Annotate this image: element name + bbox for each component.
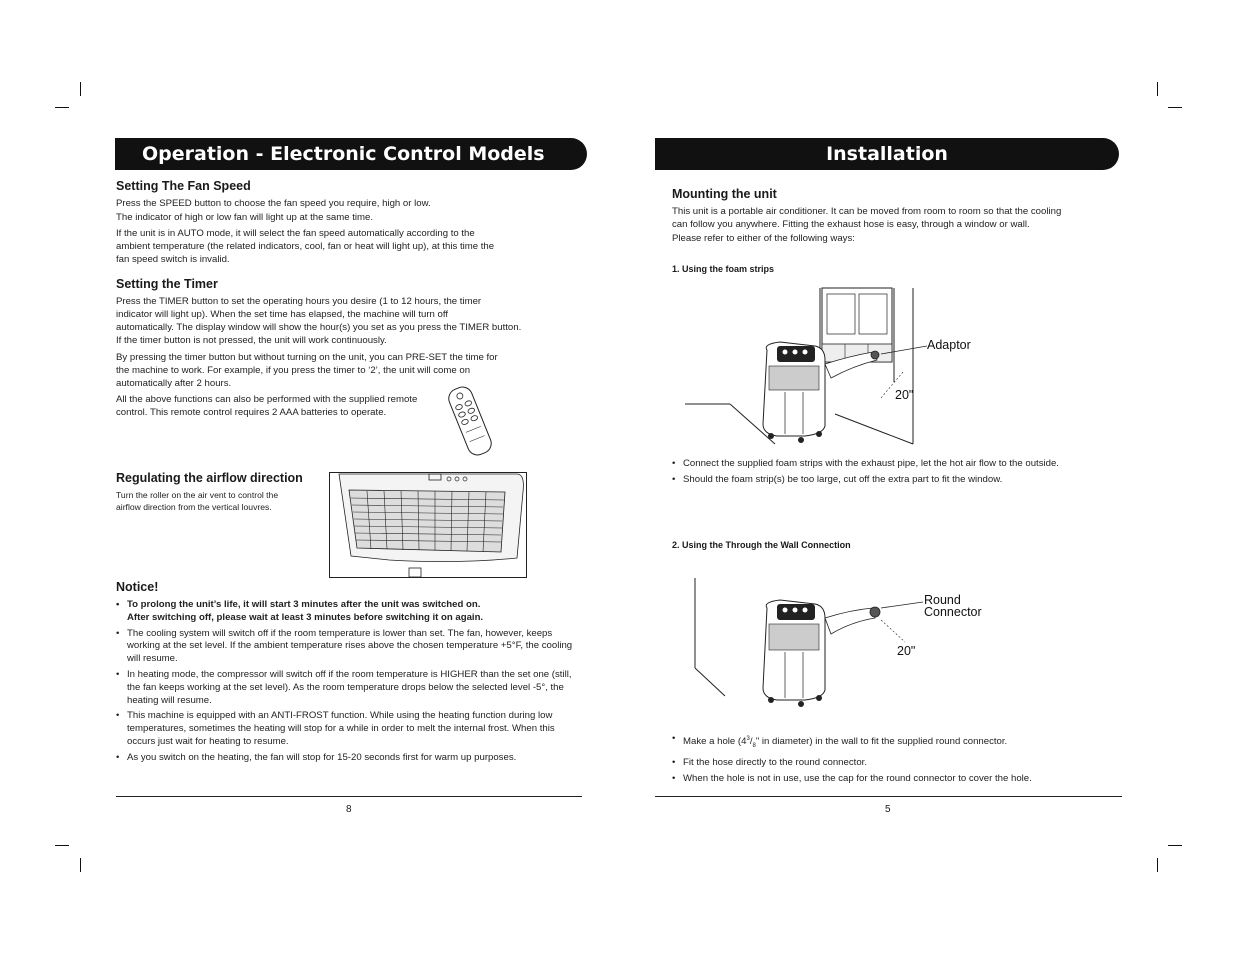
- timer-text: By pressing the timer button but without turning on the unit, you can PRE-SET the time for: [116, 352, 498, 363]
- fan-speed-text: fan speed switch is invalid.: [116, 254, 230, 265]
- foam-strips-item: • Should the foam strip(s) be too large, cut off the extra part to fit the window.: [672, 474, 1112, 487]
- airflow-text: airflow direction from the vertical louvres.: [116, 502, 272, 512]
- timer-text: automatically. The display window will show the hour(s) you set as you press the TIMER button.: [116, 322, 522, 333]
- fan-speed-text: If the unit is in AUTO mode, it will select the fan speed automatically according to the: [116, 228, 475, 239]
- notice-list: [116, 599, 578, 768]
- timer-text: automatically after 2 hours.: [116, 378, 232, 389]
- foam-size-label: 20": [895, 388, 914, 402]
- foam-strips-list: [672, 458, 1112, 490]
- airflow-text: Turn the roller on the air vent to control the: [116, 490, 279, 500]
- timer-text: Press the TIMER button to set the operating hours you desire (1 to 12 hours, the timer: [116, 296, 482, 307]
- airflow-heading: Regulating the airflow direction: [116, 471, 303, 485]
- remote-control-image: [440, 382, 500, 460]
- crop-mark: [1157, 858, 1158, 872]
- foam-strips-heading: 1. Using the foam strips: [672, 264, 775, 274]
- wall-connection-item: [672, 733, 1112, 753]
- timer-text: the machine to work. For example, if you press the timer to ‘2’, the unit will come on: [116, 365, 471, 376]
- crop-mark: [80, 82, 81, 96]
- notice-item: • This machine is equipped with an ANTI-FROST function. While using the heating function during low temperatures, sometimes the heating will stop for a while in order to melt the internal frost. When this occurs just wait for heating to resume.: [116, 710, 578, 748]
- footer-rule: [116, 796, 582, 797]
- adaptor-label: Adaptor: [927, 338, 971, 352]
- footer-rule: [655, 796, 1122, 797]
- fan-speed-text: Press the SPEED button to choose the fan speed you require, high or low.: [116, 198, 431, 209]
- fraction-numerator: 3: [746, 736, 750, 742]
- fraction-denominator: 8: [752, 743, 756, 750]
- mounting-text: can follow you anywhere. Fitting the exhaust hose is easy, through a window or wall.: [672, 219, 1030, 230]
- crop-mark: [55, 107, 69, 108]
- notice-item: • As you switch on the heating, the fan will stop for 15-20 seconds first for warm up purposes.: [116, 752, 578, 765]
- fraction-slash: /: [749, 736, 753, 748]
- round-connector-label: Connector: [924, 605, 982, 619]
- mounting-text: This unit is a portable air conditioner. It can be moved from room to room so that the cooling: [672, 206, 1062, 217]
- timer-text: indicator will light up). When the set time has elapsed, the machine will turn off: [116, 309, 449, 320]
- page-number: 5: [885, 804, 891, 815]
- round-connector-label: Round: [924, 593, 961, 607]
- foam-strips-item: • Connect the supplied foam strips with the exhaust pipe, let the hot air flow to the outside.: [672, 458, 1112, 471]
- wall-connection-heading: 2. Using the Through the Wall Connection: [672, 540, 851, 550]
- timer-text: All the above functions can also be performed with the supplied remote: [116, 394, 418, 405]
- window-installation-image: [685, 286, 975, 446]
- wall-connection-item: • Fit the hose directly to the round connector.: [672, 757, 1112, 770]
- notice-item-text: To prolong the unit’s life, it will start 3 minutes after the unit was switched on.: [127, 599, 481, 610]
- wall-item-text: Make a hole (4: [683, 736, 747, 748]
- mounting-text: Please refer to either of the following ways:: [672, 233, 855, 244]
- wall-size-label: 20": [897, 644, 916, 658]
- crop-mark: [55, 845, 69, 846]
- timer-text: If the timer button is not pressed, the unit will work continuously.: [116, 335, 387, 346]
- crop-mark: [1168, 845, 1182, 846]
- wall-connection-list: [672, 733, 1112, 788]
- fan-speed-text: ambient temperature (the related indicators, cool, fan or heat will light up), at this time the: [116, 241, 495, 252]
- notice-heading: Notice!: [116, 580, 159, 594]
- notice-item: • In heating mode, the compressor will switch off if the room temperature is HIGHER than the set one (still, the fan keeps working at the set level). As the room temperature drops below the selected level -5°, the heating will resume.: [116, 669, 578, 707]
- timer-heading: Setting the Timer: [116, 277, 218, 291]
- crop-mark: [1157, 82, 1158, 96]
- wall-connection-item: • When the hole is not in use, use the cap for the round connector to cover the hole.: [672, 773, 1112, 786]
- crop-mark: [80, 858, 81, 872]
- crop-mark: [1168, 107, 1182, 108]
- notice-item: [116, 599, 578, 625]
- notice-item: • The cooling system will switch off if the room temperature is lower than set. The fan, however, keeps working at the set level. If the ambient temperature rises above the chosen temperature +5°F, the cooling will resume.: [116, 628, 578, 666]
- right-page-banner: Installation: [655, 138, 1119, 170]
- air-vent-louvres-image: [329, 472, 527, 578]
- mounting-heading: Mounting the unit: [672, 187, 777, 201]
- wall-item-text: " in diameter) in the wall to fit the supplied round connector.: [755, 736, 1008, 748]
- left-page-banner: Operation - Electronic Control Models: [115, 138, 587, 170]
- notice-item-text: After switching off, please wait at least 3 minutes before switching it on again.: [127, 611, 484, 623]
- wall-installation-image: [685, 578, 935, 708]
- fan-speed-text: The indicator of high or low fan will light up at the same time.: [116, 212, 374, 223]
- page-number: 8: [346, 804, 352, 815]
- timer-text: control. This remote control requires 2 AAA batteries to operate.: [116, 407, 387, 418]
- fan-speed-heading: Setting The Fan Speed: [116, 179, 251, 193]
